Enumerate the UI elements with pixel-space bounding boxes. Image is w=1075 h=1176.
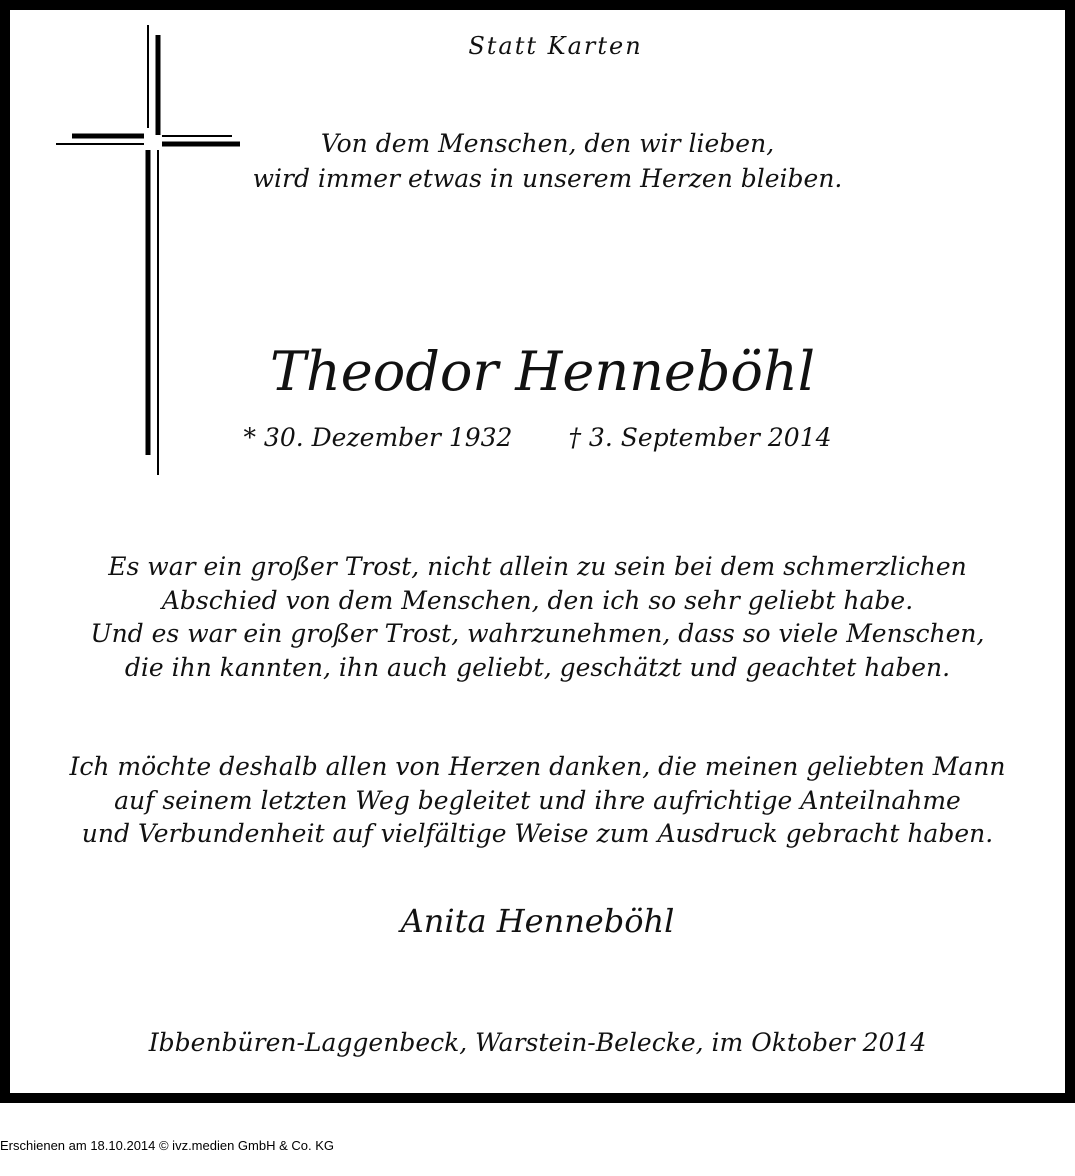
paragraph-line: Abschied von dem Menschen, den ich so sehr geliebt habe. [161,585,914,615]
paragraph-line: Es war ein großer Trost, nicht allein zu sein bei dem schmerzlichen [108,552,967,581]
notice-heading: Statt Karten [468,32,643,60]
cross-icon [56,25,246,475]
paragraph-line: Ich möchte deshalb allen von Herzen danken, die meinen geliebten Mann [69,752,1006,781]
paragraph-line: Und es war ein großer Trost, wahrzunehmen, dass so viele Menschen, [90,619,985,648]
memorial-quote [20,126,1075,196]
thanks-paragraph-1 [10,550,1065,684]
quote-line: Von dem Menschen, den wir lieben, [320,129,775,158]
deceased-name: Theodor Henneböhl [269,340,815,403]
birth-date: * 30. Dezember 1932 [243,423,513,452]
quote-line: wird immer etwas in unserem Herzen bleiben. [252,164,843,193]
thanks-paragraph-2 [10,750,1065,851]
death-date: † 3. September 2014 [568,423,832,452]
signature: Anita Henneböhl [400,902,675,940]
publication-footer: Erschienen am 18.10.2014 © ivz.medien GmbH & Co. KG [0,1138,335,1153]
life-dates [10,423,1065,452]
place-and-date: Ibbenbüren-Laggenbeck, Warstein-Belecke, im Oktober 2014 [148,1028,927,1057]
paragraph-line: und Verbundenheit auf vielfältige Weise zum Ausdruck gebracht haben. [81,819,994,848]
paragraph-line: auf seinem letzten Weg begleitet und ihre aufrichtige Anteilnahme [114,785,961,815]
paragraph-line: die ihn kannten, ihn auch geliebt, geschätzt und geachtet haben. [124,652,951,682]
